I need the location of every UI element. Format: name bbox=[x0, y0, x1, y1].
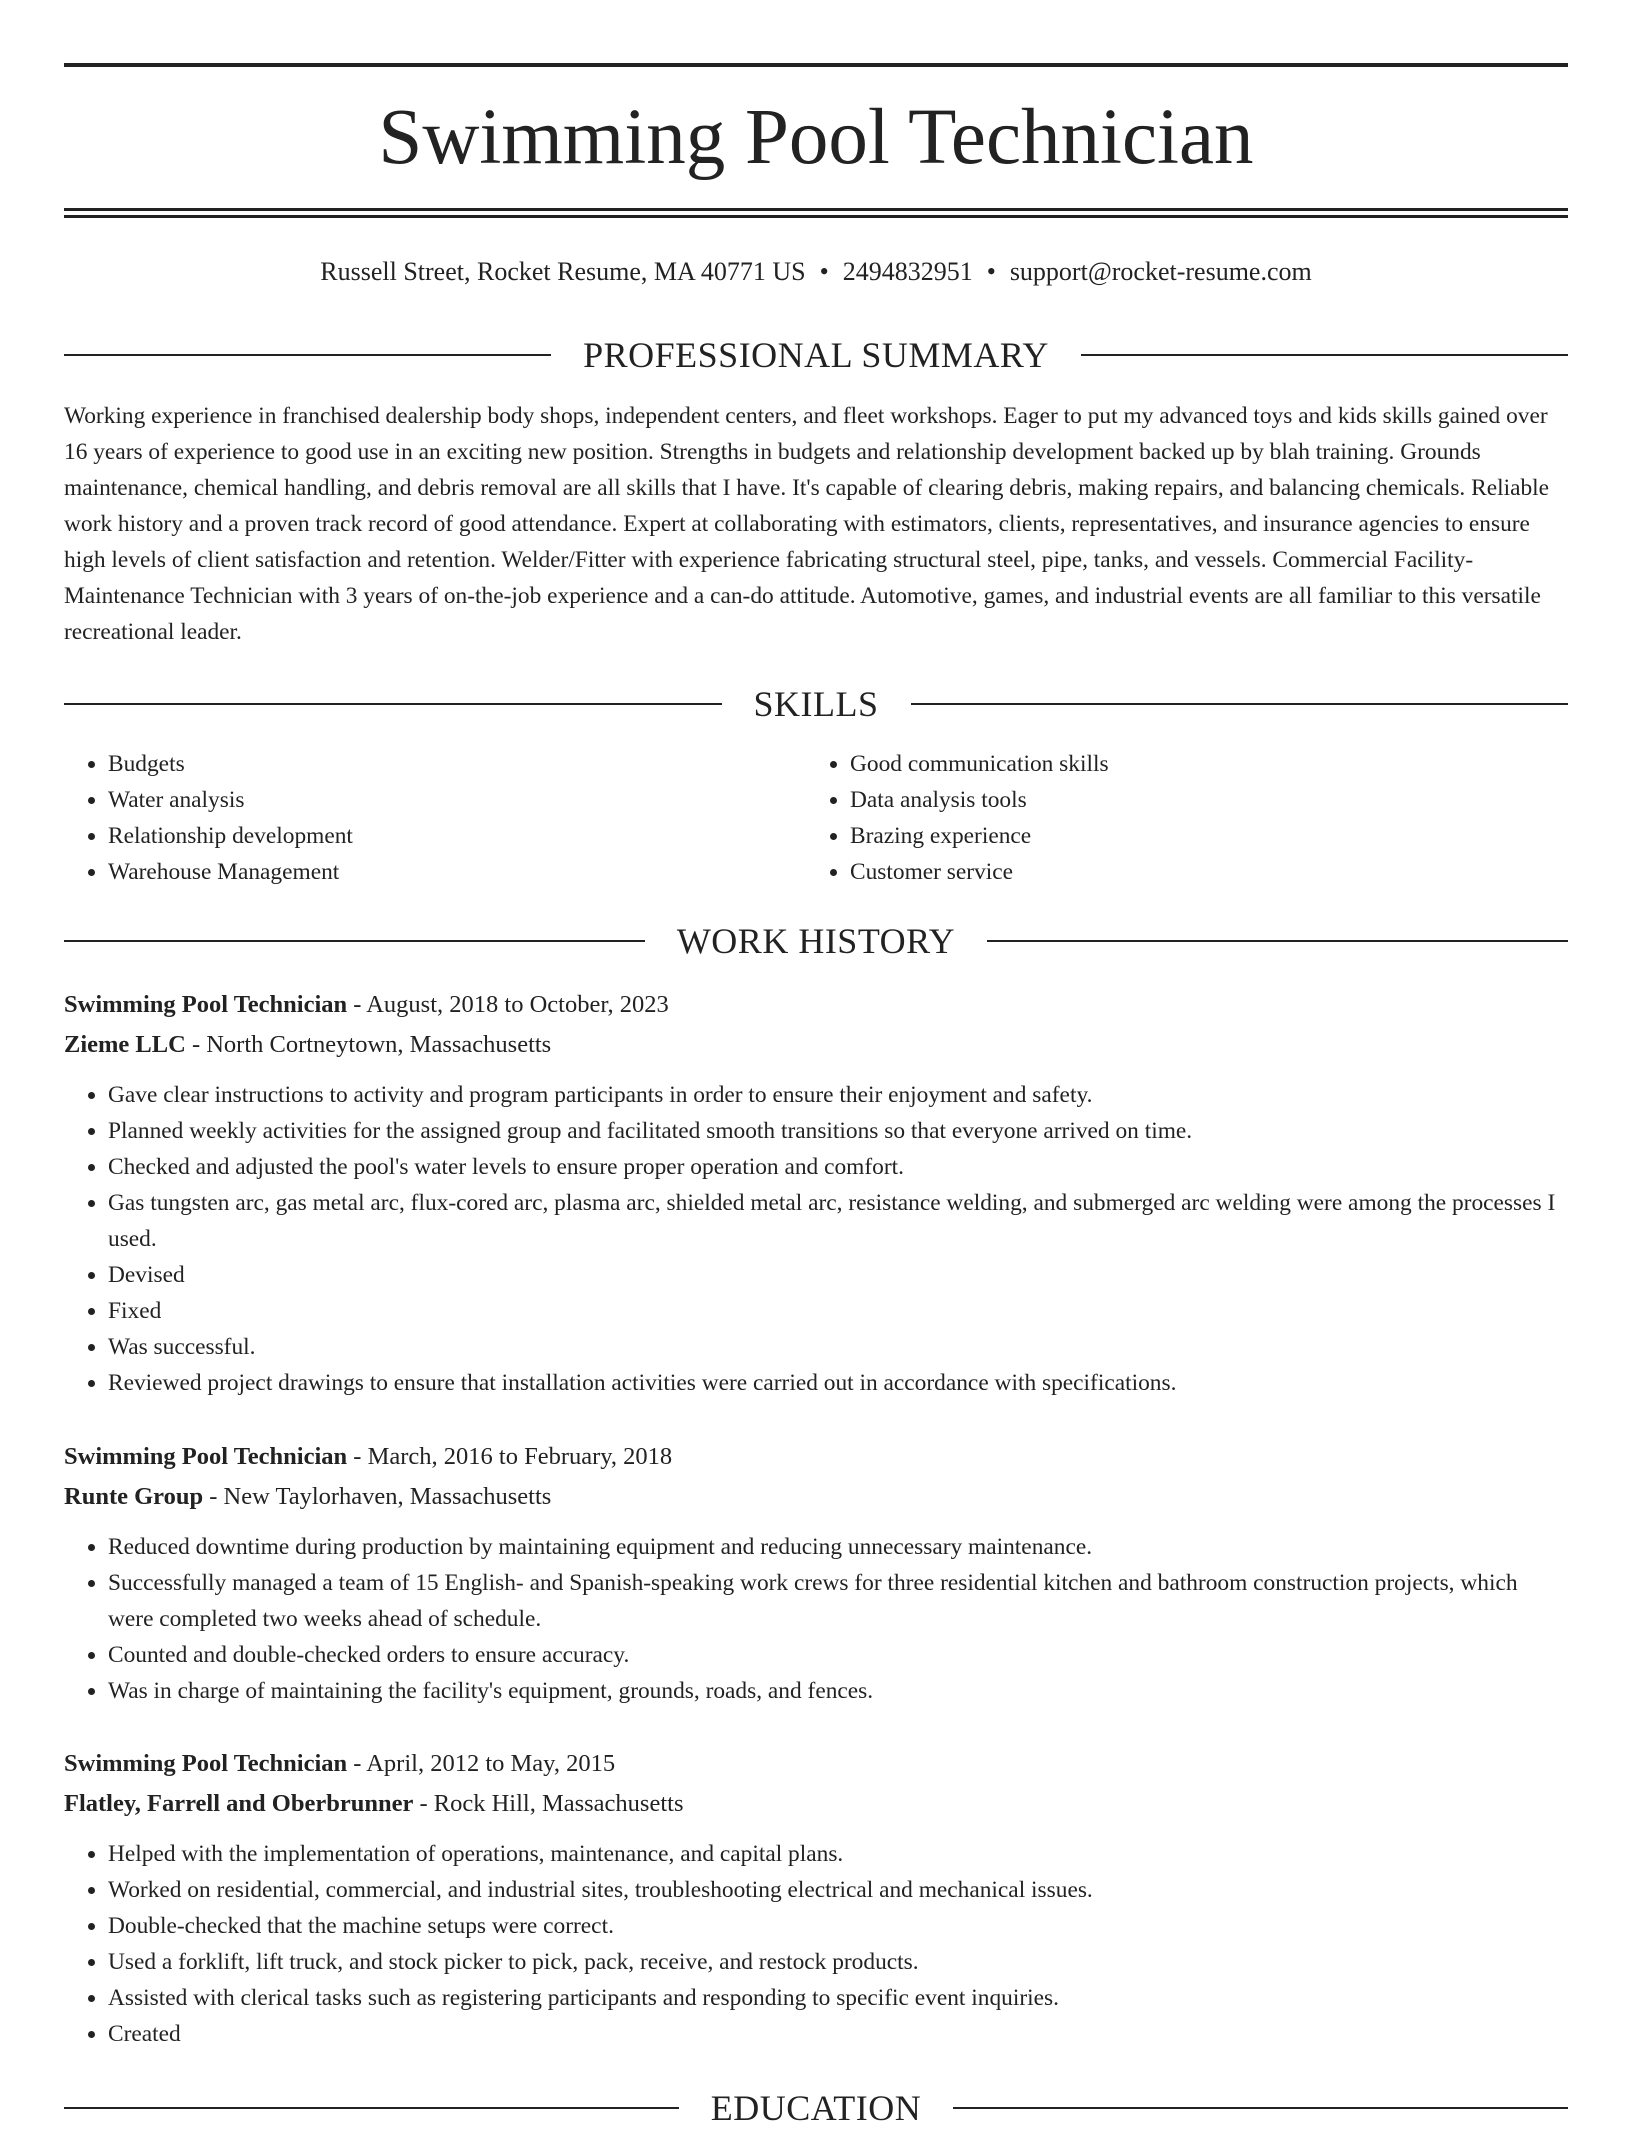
contact-separator: • bbox=[819, 257, 829, 286]
job-bullet: • Used a forklift, lift truck, and stock picker to pick, pack, receive, and restock products. bbox=[108, 1944, 1568, 1980]
job-location: - Rock Hill, Massachusetts bbox=[413, 1790, 684, 1817]
job-title-line bbox=[64, 1744, 1568, 1784]
job-bullets bbox=[64, 1529, 1568, 1709]
job-bullet: • Gas tungsten arc, gas metal arc, flux-cored arc, plasma arc, shielded metal arc, resistance welding, and submerged arc welding were among the processes I used. bbox=[108, 1185, 1568, 1257]
skill-item: • Warehouse Management bbox=[108, 854, 806, 890]
job-title-line bbox=[64, 1437, 1568, 1477]
contact-address: Russell Street, Rocket Resume, MA 40771 US bbox=[320, 257, 806, 286]
section-heading-education bbox=[64, 2086, 1568, 2130]
job-bullet: • Reduced downtime during production by maintaining equipment and reducing unnecessary maintenance. bbox=[108, 1529, 1568, 1565]
contact-phone: 2494832951 bbox=[842, 257, 973, 286]
job-bullet: • Gave clear instructions to activity and program participants in order to ensure their enjoyment and safety. bbox=[108, 1077, 1568, 1113]
skill-item: • Budgets bbox=[108, 746, 806, 782]
section-rule bbox=[64, 703, 722, 705]
job-entry bbox=[64, 1744, 1568, 2052]
job-location: - North Cortneytown, Massachusetts bbox=[185, 1031, 552, 1058]
section-rule bbox=[987, 940, 1568, 942]
job-bullet: • Counted and double-checked orders to ensure accuracy. bbox=[108, 1637, 1568, 1673]
skill-item: • Good communication skills bbox=[850, 746, 1548, 782]
job-bullet: • Worked on residential, commercial, and industrial sites, troubleshooting electrical and mechanical issues. bbox=[108, 1872, 1568, 1908]
skill-item: • Customer service bbox=[850, 854, 1548, 890]
contact-separator: • bbox=[986, 257, 996, 286]
section-title: SKILLS bbox=[753, 684, 879, 724]
header-double-rule bbox=[64, 208, 1568, 218]
job-title-line bbox=[64, 985, 1568, 1025]
job-dates: - August, 2018 to October, 2023 bbox=[347, 991, 669, 1018]
section-rule bbox=[64, 2107, 679, 2109]
skills-column-left bbox=[64, 746, 806, 890]
job-bullet: • Fixed bbox=[108, 1293, 1568, 1329]
section-title: WORK HISTORY bbox=[676, 921, 956, 961]
job-company: Zieme LLC bbox=[64, 1031, 186, 1058]
section-rule bbox=[1081, 354, 1568, 356]
job-company-line bbox=[64, 1784, 1568, 1824]
skill-item: • Brazing experience bbox=[850, 818, 1548, 854]
skill-item: • Relationship development bbox=[108, 818, 806, 854]
professional-summary-text: Working experience in franchised dealership body shops, independent centers, and fleet workshops. Eager to put my advanced toys and kids skills gained over 16 years of experience to good use in an exciting new position. Strengths in budgets and relationship development backed up by blah training. Grounds maintenance, chemical handling, and debris removal are all skills that I have. It's capable of clearing debris, making repairs, and balancing chemicals. Reliable work history and a proven track record of good attendance. Expert at collaborating with estimators, clients, representatives, and insurance agencies to ensure high levels of client satisfaction and retention. Welder/Fitter with experience fabricating structural steel, pipe, tanks, and vessels. Commercial Facility-Maintenance Technician with 3 years of on-the-job experience and a can-do attitude. Automotive, games, and industrial events are all familiar to this versatile recreational leader. bbox=[64, 403, 1550, 645]
section-title: PROFESSIONAL SUMMARY bbox=[583, 335, 1049, 375]
skills-column-right bbox=[806, 746, 1548, 890]
job-bullet: • Planned weekly activities for the assigned group and facilitated smooth transitions so that everyone arrived on time. bbox=[108, 1113, 1568, 1149]
job-bullet: • Helped with the implementation of operations, maintenance, and capital plans. bbox=[108, 1836, 1568, 1872]
job-title: Swimming Pool Technician bbox=[64, 1443, 348, 1470]
section-heading-skills bbox=[64, 682, 1568, 726]
job-company: Runte Group bbox=[64, 1483, 204, 1510]
contact-email: support@rocket-resume.com bbox=[1009, 257, 1312, 286]
job-bullet: • Assisted with clerical tasks such as registering participants and responding to specific event inquiries. bbox=[108, 1980, 1568, 2016]
job-bullet: • Was successful. bbox=[108, 1329, 1568, 1365]
skill-item: • Water analysis bbox=[108, 782, 806, 818]
job-entry bbox=[64, 985, 1568, 1401]
job-entry bbox=[64, 1437, 1568, 1709]
job-location: - New Taylorhaven, Massachusetts bbox=[203, 1483, 552, 1510]
job-company-line bbox=[64, 1025, 1568, 1065]
job-bullets bbox=[64, 1077, 1568, 1401]
job-company: Flatley, Farrell and Oberbrunner bbox=[64, 1790, 414, 1817]
job-bullets bbox=[64, 1836, 1568, 2052]
job-dates: - April, 2012 to May, 2015 bbox=[347, 1750, 616, 1777]
job-title: Swimming Pool Technician bbox=[64, 991, 348, 1018]
section-heading-summary bbox=[64, 333, 1568, 377]
section-heading-work-history bbox=[64, 919, 1568, 963]
job-company-line bbox=[64, 1477, 1568, 1517]
skills-list bbox=[64, 746, 1568, 890]
job-bullet: • Successfully managed a team of 15 English- and Spanish-speaking work crews for three residential kitchen and bathroom construction projects, which were completed two weeks ahead of schedule. bbox=[108, 1565, 1568, 1637]
job-bullet: • Devised bbox=[108, 1257, 1568, 1293]
section-title: EDUCATION bbox=[710, 2088, 922, 2128]
job-dates: - March, 2016 to February, 2018 bbox=[347, 1443, 673, 1470]
contact-line bbox=[64, 252, 1568, 292]
job-bullet: • Checked and adjusted the pool's water levels to ensure proper operation and comfort. bbox=[108, 1149, 1568, 1185]
resume-name-title: Swimming Pool Technician bbox=[378, 94, 1254, 181]
section-rule bbox=[953, 2107, 1568, 2109]
skill-item: • Data analysis tools bbox=[850, 782, 1548, 818]
job-bullet: • Created bbox=[108, 2016, 1568, 2052]
header-top-rule bbox=[64, 63, 1568, 67]
job-bullet: • Double-checked that the machine setups were correct. bbox=[108, 1908, 1568, 1944]
job-bullet: • Was in charge of maintaining the facility's equipment, grounds, roads, and fences. bbox=[108, 1673, 1568, 1709]
job-title: Swimming Pool Technician bbox=[64, 1750, 348, 1777]
job-bullet: • Reviewed project drawings to ensure that installation activities were carried out in accordance with specifications. bbox=[108, 1365, 1568, 1401]
section-rule bbox=[64, 940, 645, 942]
section-rule bbox=[911, 703, 1569, 705]
section-rule bbox=[64, 354, 551, 356]
